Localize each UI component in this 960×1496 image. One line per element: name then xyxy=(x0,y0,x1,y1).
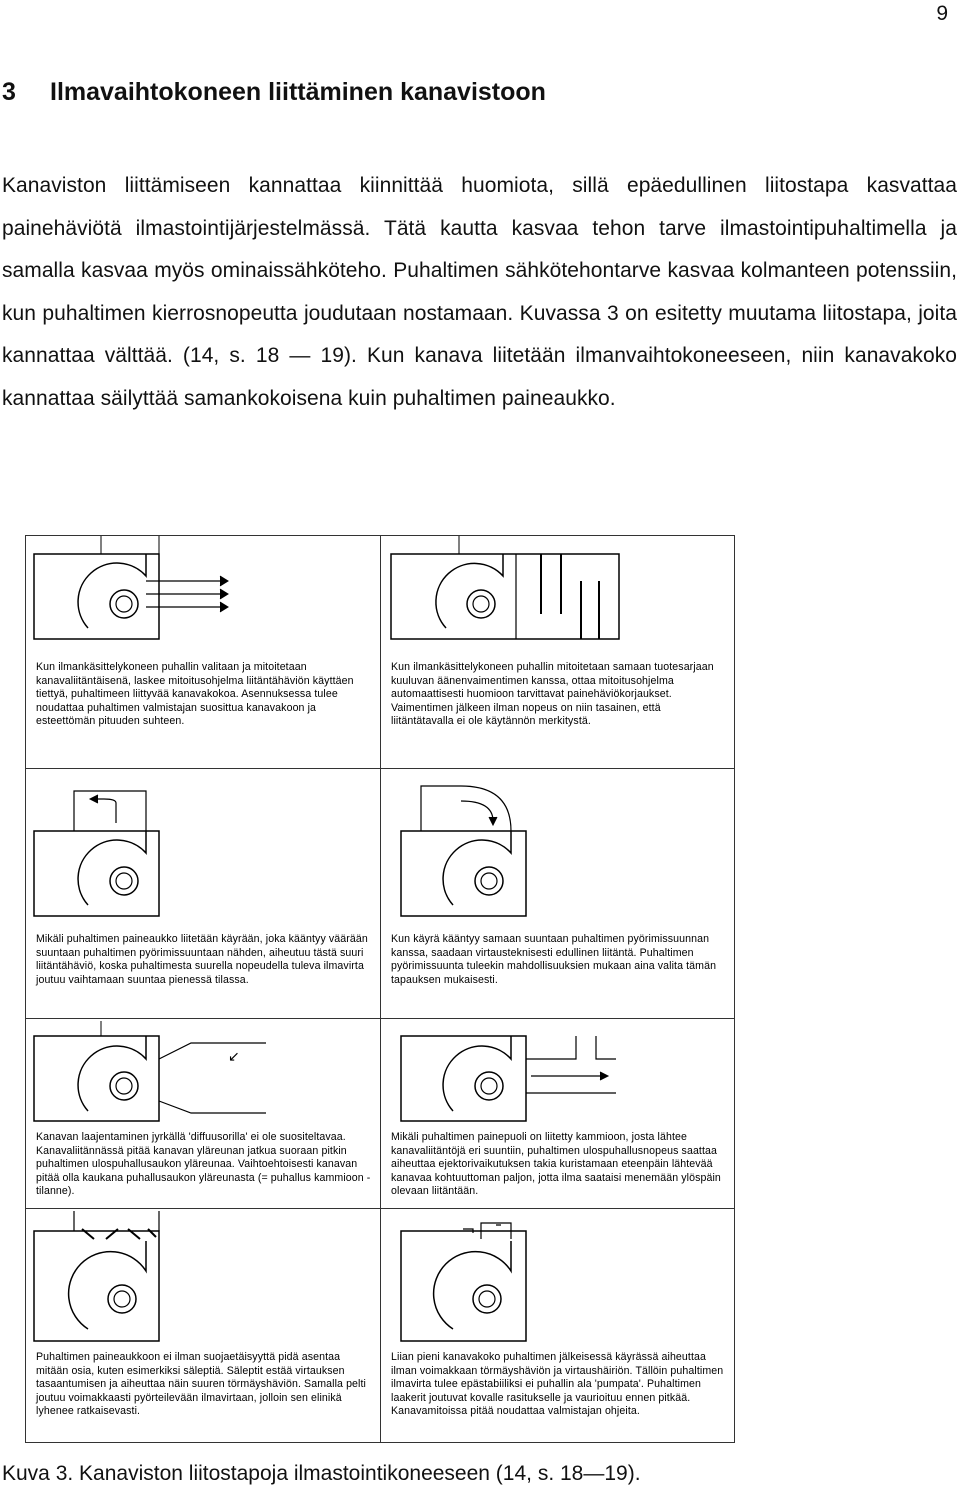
figure-panel-3-text xyxy=(26,931,380,1011)
section-number: 3 xyxy=(2,78,16,106)
figure-panel-8 xyxy=(381,1211,735,1443)
fan-silencer-diagram-2 xyxy=(381,536,735,656)
figure-panel-6 xyxy=(381,1021,735,1206)
figure-panel-3 xyxy=(26,771,380,931)
figure-duct-connections xyxy=(25,535,735,1443)
fan-bend-wrong-diagram-3 xyxy=(26,771,380,926)
page-number: 9 xyxy=(936,2,948,25)
fan-bend-right-diagram-4 xyxy=(381,771,735,926)
figure-panel-7 xyxy=(26,1211,380,1443)
section-heading xyxy=(2,78,546,107)
fan-duct-diagram-1 xyxy=(26,536,380,656)
figure-panel-4-text xyxy=(381,931,735,1011)
figure-panel-1 xyxy=(26,536,380,751)
figure-panel-5 xyxy=(26,1021,380,1206)
panel-8-caption: Liian pieni kanavakoko puhaltimen jälkeisessä käyrässä aiheuttaa ilman voimakkaan törmäyshäviön ja virtaushäiriön. Tällöin puhaltimen ilmavirta tulee epästabiiliksi ei puhallin ala 'pumpata'. Puhaltimen laakerit joutuvat kovalle rasitukselle ja vaurioituu ennen pitkää. Kanavamitoissa pitää noudattaa valmistajan ohjeita. xyxy=(391,1351,724,1418)
panel-4-caption: Kun käyrä kääntyy samaan suuntaan puhaltimen pyörimissuunnan kanssa, saadaan virtausteknisesti edullinen liitäntä. Puhaltimen pyörimissuunta tuleekin mahdollisuuksien mukaan aina valita tämän tapauksen mukaisesti. xyxy=(391,933,717,986)
figure-panel-2 xyxy=(381,536,735,751)
fan-diffuser-diagram-5 xyxy=(26,1021,380,1126)
panel-5-caption: Kanavan laajentaminen jyrkällä 'diffuusorilla' ei ole suositeltavaa. Kanavaliitännässä pitää kanavan yläreunan jatkua suoraan pitkin puhaltimen ulospuhallusaukon yläreunaa. Vaihtoehtoisesti kanavan pitää olla kaukana puhallusaukon yläreunasta (= puhallus kammioon -tilanne). xyxy=(36,1131,371,1198)
figure-column-divider xyxy=(380,536,381,1442)
figure-row-divider-3 xyxy=(26,1208,734,1209)
figure-caption: Kuva 3. Kanaviston liitostapoja ilmastointikoneeseen (14, s. 18—19). xyxy=(2,1462,641,1485)
panel-7-caption: Puhaltimen paineaukkoon ei ilman suojaetäisyyttä pidä asentaa mitään osia, kuten esimerkiksi säleptiä. Säleptit estää virtauksen tasaantumisen ja aiheuttaa näin suuren törmäyshäviön. Samalla pelti joutuu voimakkaasti pyörteilevään ilmavirtaan, jolloin sen elinikä lyhenee ratkaisevasti. xyxy=(36,1351,367,1418)
svg-text:↙: ↙ xyxy=(228,1048,240,1064)
fan-damper-diagram-7 xyxy=(26,1211,380,1351)
figure-row-divider-1 xyxy=(26,768,734,769)
panel-3-caption: Mikäli puhaltimen paineaukko liitetään käyrään, joka kääntyy väärään suuntaan puhaltimen pyörimissuuntaan nähden, aiheutuu tästä suuri liitäntähäviö, koska puhaltimesta suurella nopeudella tuleva ilmavirta joutuu vaihtamaan suuntaa pienessä tilassa. xyxy=(36,933,368,986)
section-title: Ilmavaihtokoneen liittäminen kanavistoon xyxy=(50,78,546,106)
fan-chamber-diagram-6 xyxy=(381,1021,735,1126)
panel-2-caption: Kun ilmankäsittelykoneen puhallin mitoitetaan samaan tuotesarjaan kuuluvan äänenvaimentimen kanssa, ottaa mitoitusohjelma automaattisesti huomioon tarvittavat painehäviökorjaukset. Vaimentimen jälkeen ilman nopeus on niin tasainen, että liitäntätavalla ei ole käytännön merkitystä. xyxy=(391,661,714,728)
panel-6-caption: Mikäli puhaltimen painepuoli on liitetty kammioon, josta lähtee kanavaliitäntöjä eri suuntiin, puhaltimen ulospuhallusnopeus saattaa aiheuttaa ejektorivaikutuksen takia kuristamaan eteenpäin lähtevää kanavaa kohtuuttoman paljon, jotta ilma saataisi menemään ylöspäin olevaan liitäntään. xyxy=(391,1131,721,1198)
panel-1-caption: Kun ilmankäsittelykoneen puhallin valitaan ja mitoitetaan kanavaliitäntäisenä, laskee mitoitusohjelma liitäntähäviön käyttäen tiettyä, puhaltimeen liittyvää kanavakokoa. Asennuksessa tulee noudattaa puhaltimen valmistajan suosittua kanavakoon ja esteettömän pituuden suhteen. xyxy=(36,661,354,728)
figure-row-divider-2 xyxy=(26,1018,734,1019)
fan-small-duct-diagram-8 xyxy=(381,1211,735,1351)
figure-panel-4 xyxy=(381,771,735,931)
body-paragraph: Kanaviston liittämiseen kannattaa kiinnittää huomiota, sillä epäedullinen liitostapa kasvattaa painehäviötä ilmastointijärjestelmässä. Tätä kautta kasvaa tehon tarve ilmastointipuhaltimella ja samalla kasvaa myös ominaissähköteho. Puhaltimen sähkötehontarve kasvaa kolmanteen potenssiin, kun puhaltimen kierrosnopeutta joudutaan nostamaan. Kuvassa 3 on esitetty muutama liitostapa, joita kannattaa välttää. (14, s. 18 — 19). Kun kanava liitetään ilmanvaihtokoneeseen, niin kanavakoko kannattaa säilyttää samankokoisena kuin puhaltimen paineaukko. xyxy=(2,174,957,410)
